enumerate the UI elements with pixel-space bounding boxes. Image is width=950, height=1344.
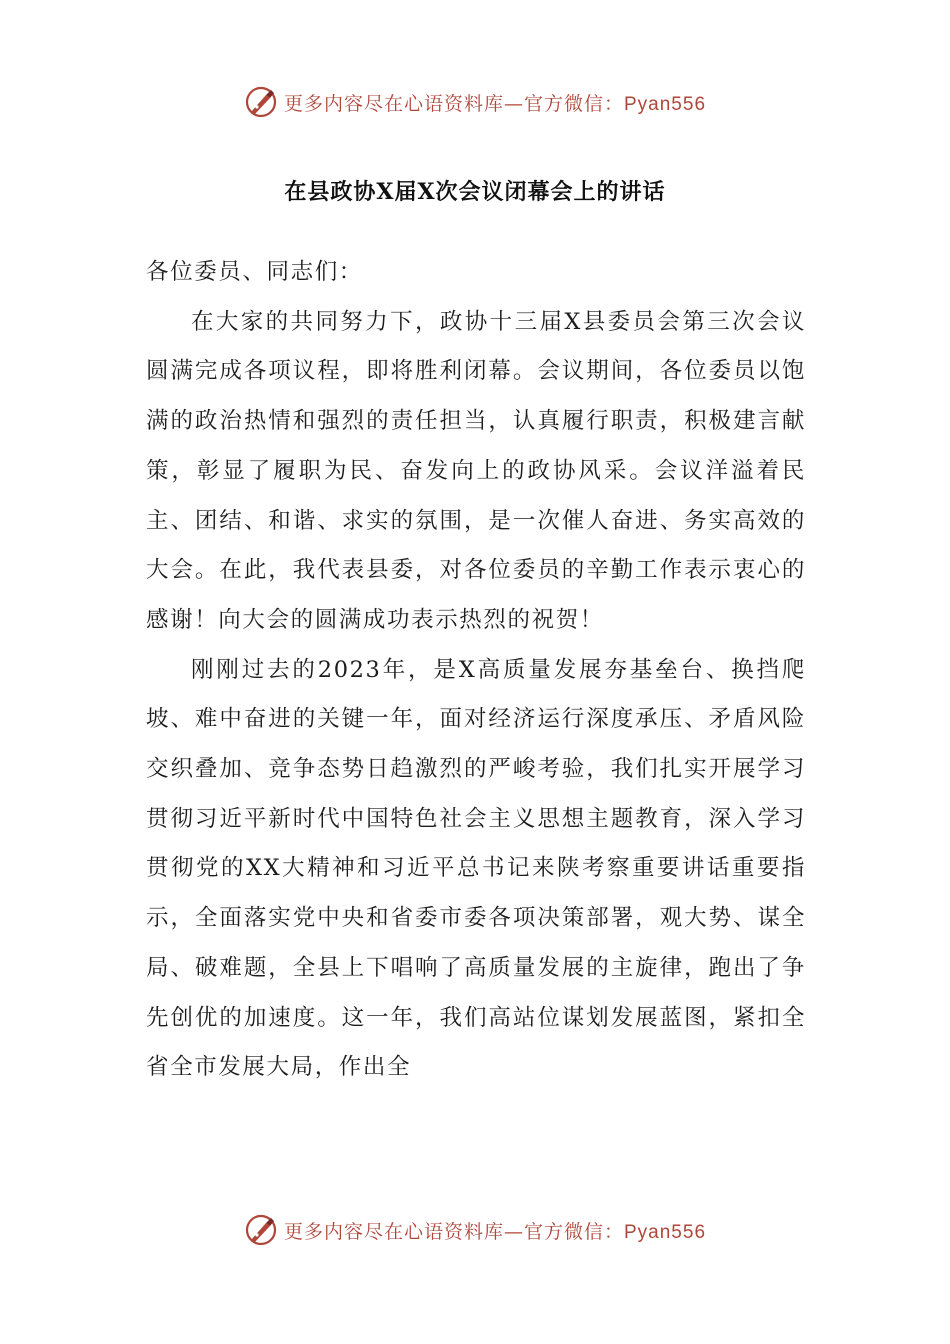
paragraph-2: 刚刚过去的2023年，是X高质量发展夯基垒台、换挡爬坡、难中奋进的关键一年，面对经济运行深度承压、矛盾风险交织叠加、竞争态势日趋激烈的严峻考验，我们扎实开展学习贯彻习近平新时代中国特色社会主义思想主题教育，深入学习贯彻党的XX大精神和习近平总书记来陕考察重要讲话重要指示，全面落实党中央和省委市委各项决策部署，观大势、谋全局、破难题，全县上下唱响了高质量发展的主旋律，跑出了争先创优的加速度。这一年，我们高站位谋划发展蓝图，紧扣全省全市发展大局，作出全 bbox=[146, 656, 806, 1081]
document-title: 在县政协X届X次会议闭幕会上的讲话 bbox=[284, 179, 666, 205]
watermark-label: 更多内容尽在心语资料库—官方微信： bbox=[283, 1220, 624, 1243]
footer-watermark-banner bbox=[0, 1210, 950, 1250]
watermark-label: 更多内容尽在心语资料库—官方微信： bbox=[283, 92, 624, 115]
pen-nib-logo-icon bbox=[244, 1213, 278, 1247]
watermark-wechat-id: Pyan556 bbox=[624, 93, 707, 115]
watermark-text bbox=[284, 1217, 706, 1244]
watermark-wechat-id: Pyan556 bbox=[624, 1221, 707, 1243]
watermark-text bbox=[284, 89, 706, 116]
document-body bbox=[146, 248, 806, 1093]
paragraph-1: 在大家的共同努力下，政协十三届X县委员会第三次会议圆满完成各项议程，即将胜利闭幕。会议期间，各位委员以饱满的政治热情和强烈的责任担当，认真履行职责，积极建言献策，彰显了履职为民、奋发向上的政协风采。会议洋溢着民主、团结、和谐、求实的氛围，是一次催人奋进、务实高效的大会。在此，我代表县委，对各位委员的辛勤工作表示衷心的感谢！向大会的圆满成功表示热烈的祝贺！ bbox=[146, 308, 806, 633]
pen-nib-logo-icon bbox=[244, 85, 278, 119]
header-watermark-banner bbox=[0, 82, 950, 122]
salutation: 各位委员、同志们： bbox=[146, 259, 363, 285]
